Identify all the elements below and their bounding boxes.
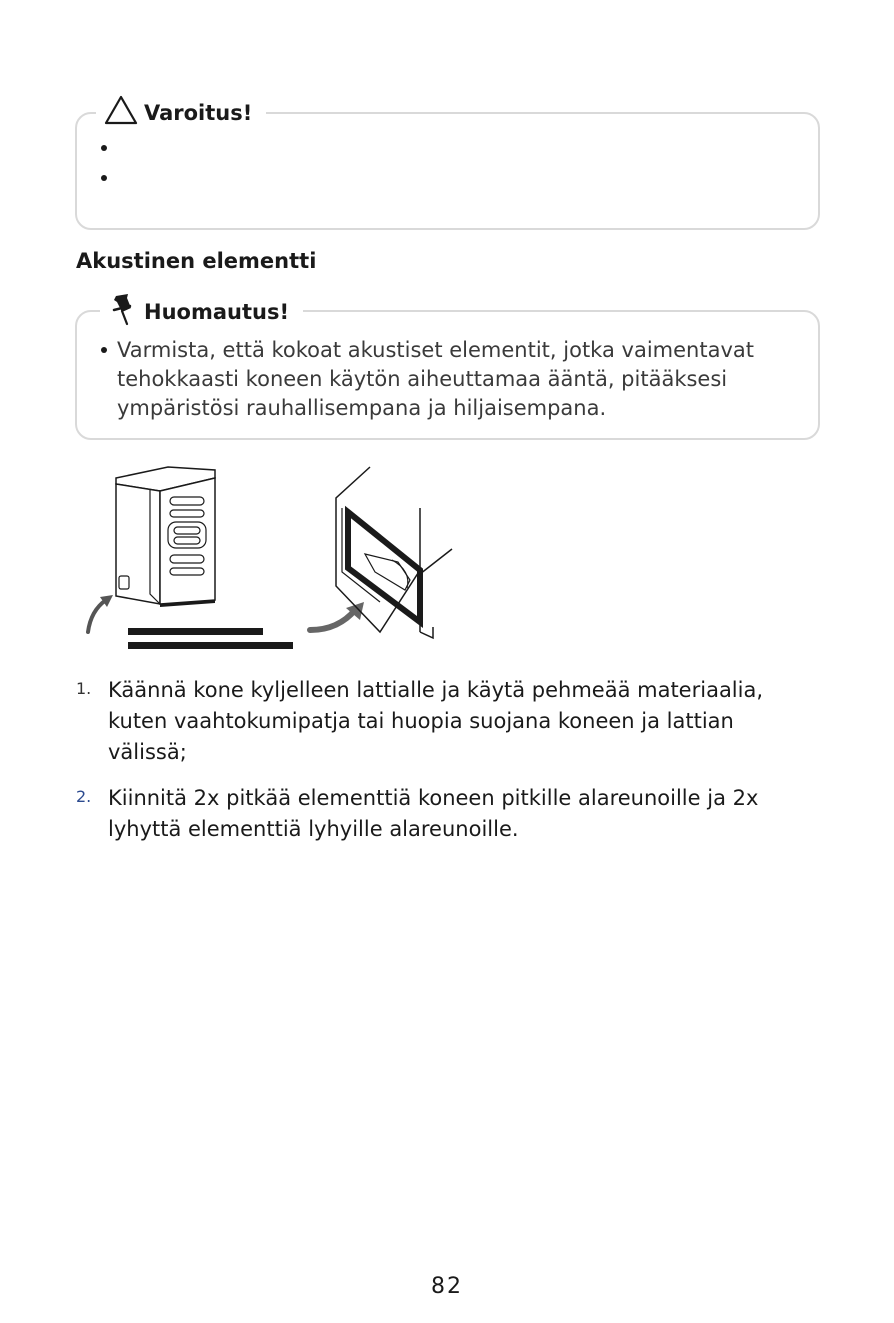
pushpin-icon	[108, 292, 138, 331]
warning-title-text: Varoitus!	[144, 100, 253, 125]
step-1-text: Käännä kone kyljelleen lattialle ja käytä pehmeää materiaalia, kuten vaahtokumipatja tai huopia suojana koneen ja lattian välissä;	[108, 678, 764, 764]
warning-bullet-1	[101, 145, 107, 151]
long-element-strip	[128, 628, 263, 635]
note-text: Varmista, että kokoat akustiset elementit, jotka vaimentavat tehokkaasti koneen käytön aiheuttamaa ääntä, pitääksesi ympäristösi rauhallisempana ja hiljaisempana.	[117, 338, 754, 420]
note-title-text: Huomautus!	[144, 299, 290, 324]
illustration	[80, 462, 480, 654]
step-1-number: 1.	[76, 679, 92, 698]
warning-title	[96, 95, 266, 130]
illustration-svg	[80, 462, 480, 654]
short-element-strip	[128, 642, 293, 649]
curved-arrow-icon	[88, 595, 113, 632]
step-2-text: Kiinnitä 2x pitkää elementtiä koneen pitkille alareunoille ja 2x lyhyttä elementtiä lyhyille alareunoille.	[108, 786, 759, 841]
note-title	[100, 292, 303, 331]
warning-bullet-2	[101, 175, 107, 181]
section-heading: Akustinen elementti	[76, 249, 317, 273]
washing-machine-icon	[116, 467, 215, 607]
page-number: 82	[431, 1274, 463, 1299]
step-2-number: 2.	[76, 787, 92, 806]
warning-triangle-icon	[104, 95, 138, 130]
note-bullet	[101, 347, 107, 353]
